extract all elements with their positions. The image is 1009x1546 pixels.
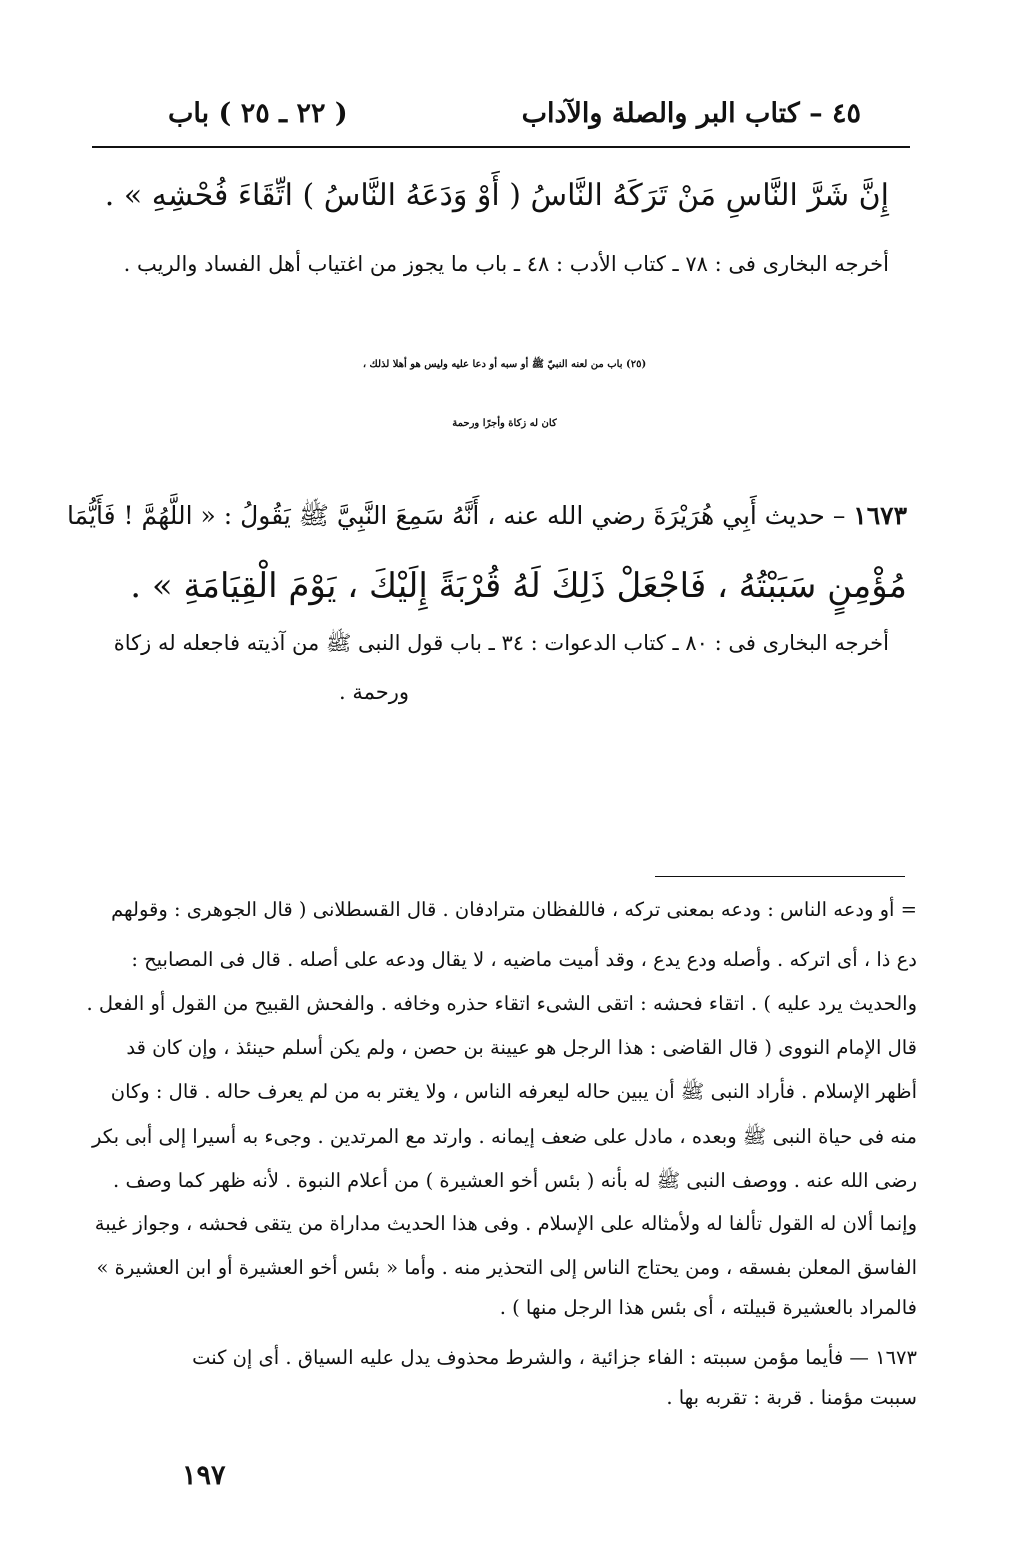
footnote-line: = أو ودعه الناس : ودعه بمعنى تركه ، فاللفظان مترادفان . قال القسطلانى ( قال الجوهرى : وقولهم (111, 898, 917, 921)
footnote-divider (655, 876, 905, 877)
hadith-number: ١٦٧٣ (853, 501, 907, 530)
footnote-line: فالمراد بالعشيرة قبيلته ، أى بئس هذا الرجل منها ) . (499, 1296, 917, 1319)
chapter-title-line-1: (٢٥) باب من لعنه النبيّ ﷺ أو سبه أو دعا عليه وليس هو أهلا لذلك ، (362, 359, 647, 370)
hadith-line-1 (67, 500, 907, 537)
footnote-line: منه فى حياة النبى ﷺ وبعده ، مادل على ضعف إيمانه . وارتد مع المرتدين . وجىء به أسيرا إلى أبى بكر (92, 1125, 917, 1148)
page-number: ١٩٧ (182, 1460, 226, 1491)
footnote-line: ١٦٧٣ — فأيما مؤمن سببته : الفاء جزائية ، والشرط محذوف يدل عليه السياق . أى إن كنت (192, 1346, 917, 1369)
hadith-takhrij-line-2: ورحمة . (338, 680, 409, 704)
footnote-line: سببت مؤمنا . قربة : تقربه بها . (666, 1386, 917, 1409)
running-header-book-title: ٤٥ – كتاب البر والصلة والآداب (521, 98, 861, 129)
preceding-hadith-ending: إِنَّ شَرَّ النَّاسِ مَنْ تَرَكَهُ النَّاسُ ( أَوْ وَدَعَهُ النَّاسُ ) اتِّقَاءَ فُحْشِهِ » . (104, 178, 889, 213)
running-header-chapter-range: ( ٢٢ ـ ٢٥ ) باب (168, 98, 348, 129)
footnote-line: رضى الله عنه . ووصف النبى ﷺ له بأنه ( بئس أخو العشيرة ) من أعلام النبوة . لأنه ظهر كما وصف . (113, 1169, 917, 1192)
hadith-text-line-2: مُؤْمِنٍ سَبَبْتُهُ ، فَاجْعَلْ ذَلِكَ لَهُ قُرْبَةً إِلَيْكَ ، يَوْمَ الْقِيَامَةِ » . (130, 566, 907, 606)
footnote-line: قال الإمام النووى ( قال القاضى : هذا الرجل هو عيينة بن حصن ، ولم يكن أسلم حينئذ ، وإن كان قد (126, 1036, 917, 1059)
footnote-line: دع ذا ، أى اتركه . وأصله ودع يدع ، وقد أميت ماضيه ، لا يقال ودعه على أصله . قال فى المصابيح : (131, 948, 917, 971)
footnote-line: الفاسق المعلن بفسقه ، ومن يحتاج الناس إلى التحذير منه . وأما « بئس أخو العشيرة أو ابن العشيرة » (96, 1256, 917, 1279)
footnote-line: أظهر الإسلام . فأراد النبى ﷺ أن يبين حاله ليعرفه الناس ، ولا يغتر به من لم يعرف حاله . قال : وكان (110, 1080, 917, 1103)
hadith-text-line-1: – حديث أَبِي هُرَيْرَةَ رضي الله عنه ، أَنَّهُ سَمِعَ النَّبِيَّ ﷺ يَقُولُ : « اللَّهُمَّ ! فَأَيُّمَا (67, 501, 846, 530)
preceding-hadith-takhrij: أخرجه البخارى فى : ٧٨ ـ كتاب الأدب : ٤٨ ـ باب ما يجوز من اغتياب أهل الفساد والريب . (123, 252, 889, 276)
footnote-line: والحديث يرد عليه ) . اتقاء فحشه : اتقى الشىء اتقاء حذره وخافه . والفحش القبيح من القول أو الفعل . (86, 992, 917, 1015)
header-divider (92, 146, 910, 148)
footnote-line: وإنما ألان له القول تألفا له ولأمثاله على الإسلام . وفى هذا الحديث مداراة من يتقى فحشه ، وجواز غيبة (94, 1212, 917, 1235)
hadith-takhrij-line-1: أخرجه البخارى فى : ٨٠ ـ كتاب الدعوات : ٣٤ ـ باب قول النبى ﷺ من آذيته فاجعله له زكاة (113, 631, 889, 655)
chapter-title-line-2: كان له زكاة وأجرًا ورحمة (452, 418, 557, 429)
